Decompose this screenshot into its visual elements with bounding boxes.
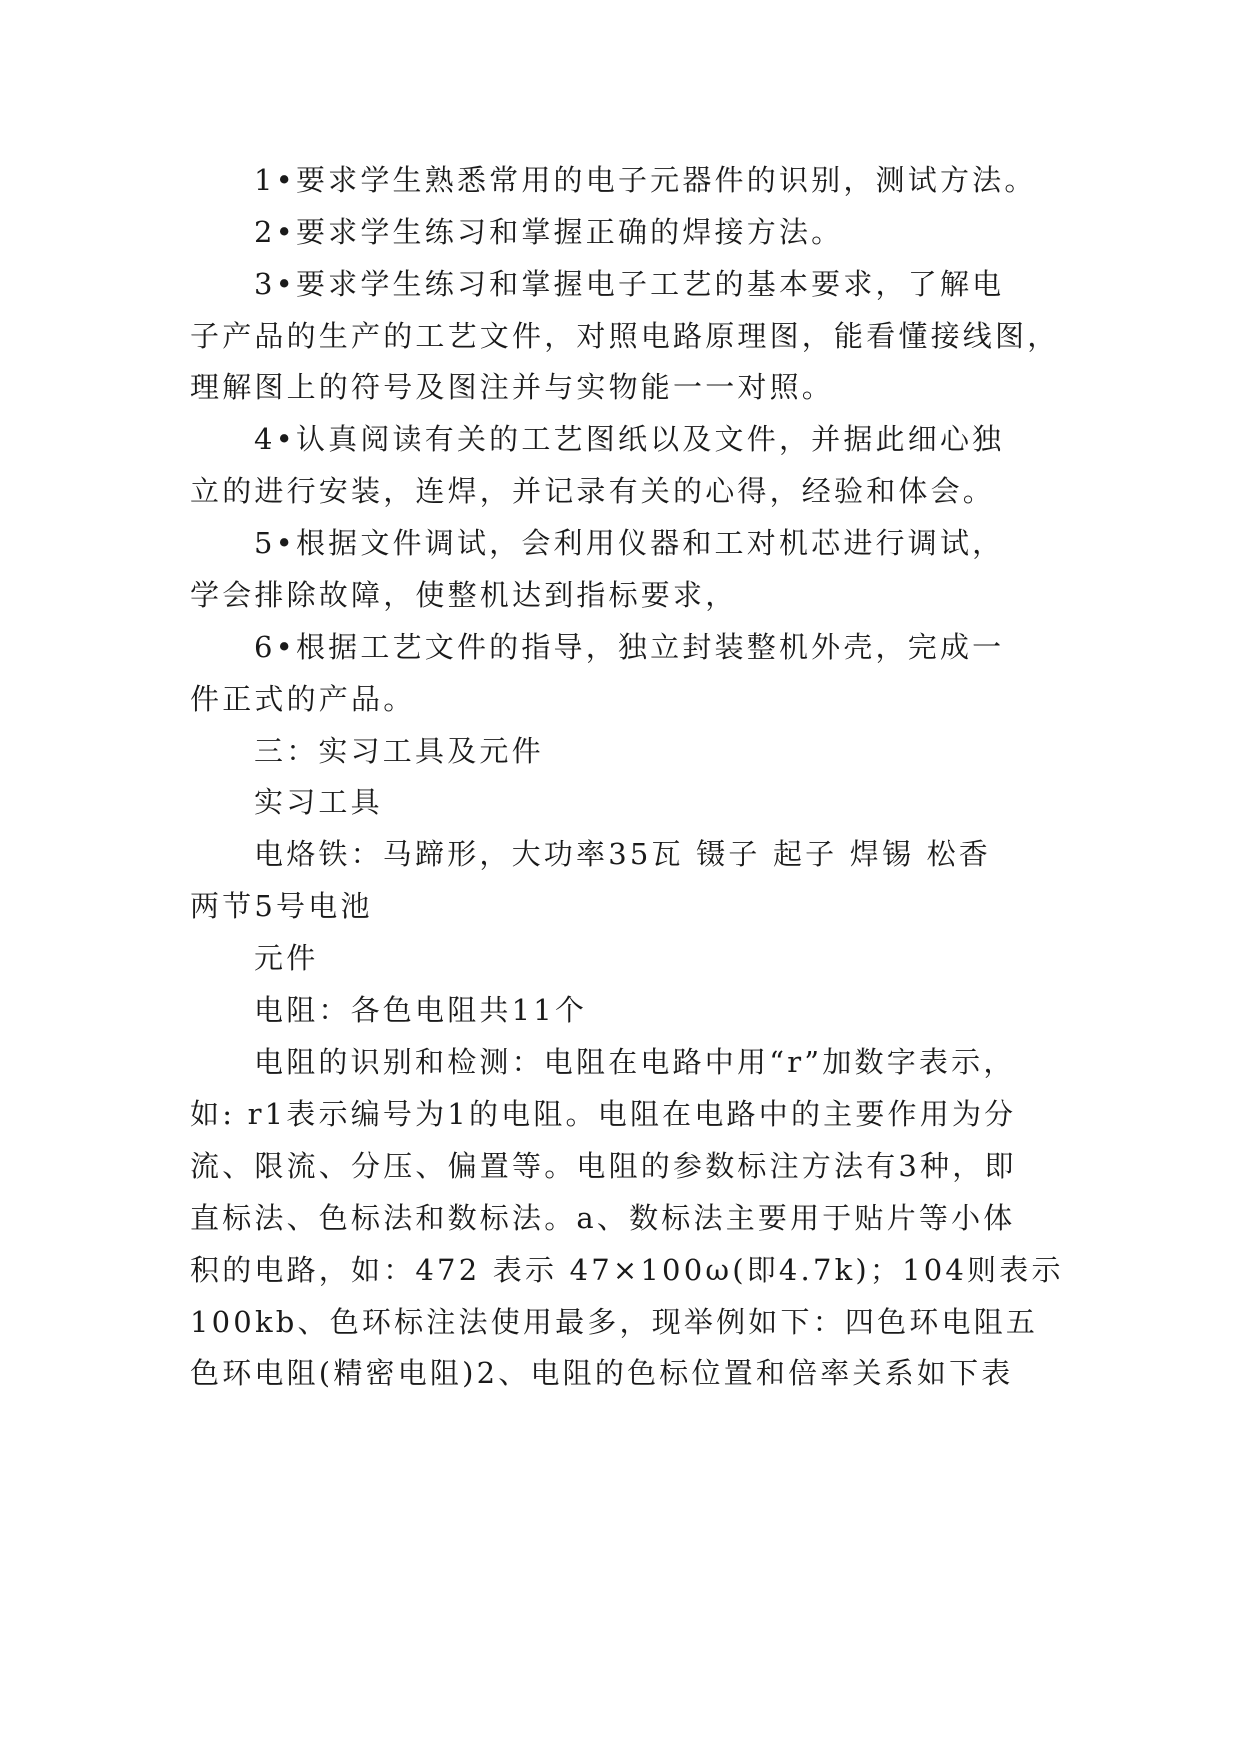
paragraph-line: 积的电路，如：472 表示 47×100ω(即4.7k)；104则表示 <box>190 1253 1064 1287</box>
paragraph-line: 子产品的生产的工艺文件，对照电路原理图，能看懂接线图， <box>190 319 1060 353</box>
subheading-tools: 实习工具 <box>254 785 383 819</box>
paragraph-line: 100kb、色环标注法使用最多，现举例如下：四色环电阻五 <box>190 1305 1039 1339</box>
paragraph-line: 电阻：各色电阻共11个 <box>254 993 588 1027</box>
paragraph-line: 5•根据文件调试，会利用仪器和工对机芯进行调试， <box>254 526 1005 560</box>
paragraph-line: 电烙铁：马蹄形，大功率35瓦 镊子 起子 焊锡 松香 <box>254 837 991 871</box>
paragraph-line: 立的进行安装，连焊，并记录有关的心得，经验和体会。 <box>190 474 996 508</box>
section-heading: 三：实习工具及元件 <box>254 734 544 768</box>
paragraph-line: 直标法、色标法和数标法。a、数标法主要用于贴片等小体 <box>190 1201 1016 1235</box>
paragraph-line: 4•认真阅读有关的工艺图纸以及文件，并据此细心独 <box>254 422 1005 456</box>
paragraph-line: 电阻的识别和检测：电阻在电路中用“r”加数字表示， <box>254 1045 1016 1079</box>
paragraph-line: 2•要求学生练习和掌握正确的焊接方法。 <box>254 215 844 249</box>
paragraph-line: 学会排除故障，使整机达到指标要求， <box>190 578 738 612</box>
paragraph-line: 两节5号电池 <box>190 889 373 923</box>
paragraph-line: 如: r1表示编号为1的电阻。电阻在电路中的主要作用为分 <box>190 1097 1017 1131</box>
paragraph-line: 流、限流、分压、偏置等。电阻的参数标注方法有3种，即 <box>190 1149 1017 1183</box>
subheading-components: 元件 <box>254 941 319 975</box>
paragraph-line: 1•要求学生熟悉常用的电子元器件的识别，测试方法。 <box>254 163 1037 197</box>
paragraph-line: 3•要求学生练习和掌握电子工艺的基本要求，了解电 <box>254 267 1005 301</box>
paragraph-line: 6•根据工艺文件的指导，独立封装整机外壳，完成一 <box>254 630 1005 664</box>
paragraph-line: 色环电阻(精密电阻)2、电阻的色标位置和倍率关系如下表 <box>190 1356 1014 1390</box>
paragraph-line: 理解图上的符号及图注并与实物能一一对照。 <box>190 370 835 404</box>
paragraph-line: 件正式的产品。 <box>190 682 416 716</box>
